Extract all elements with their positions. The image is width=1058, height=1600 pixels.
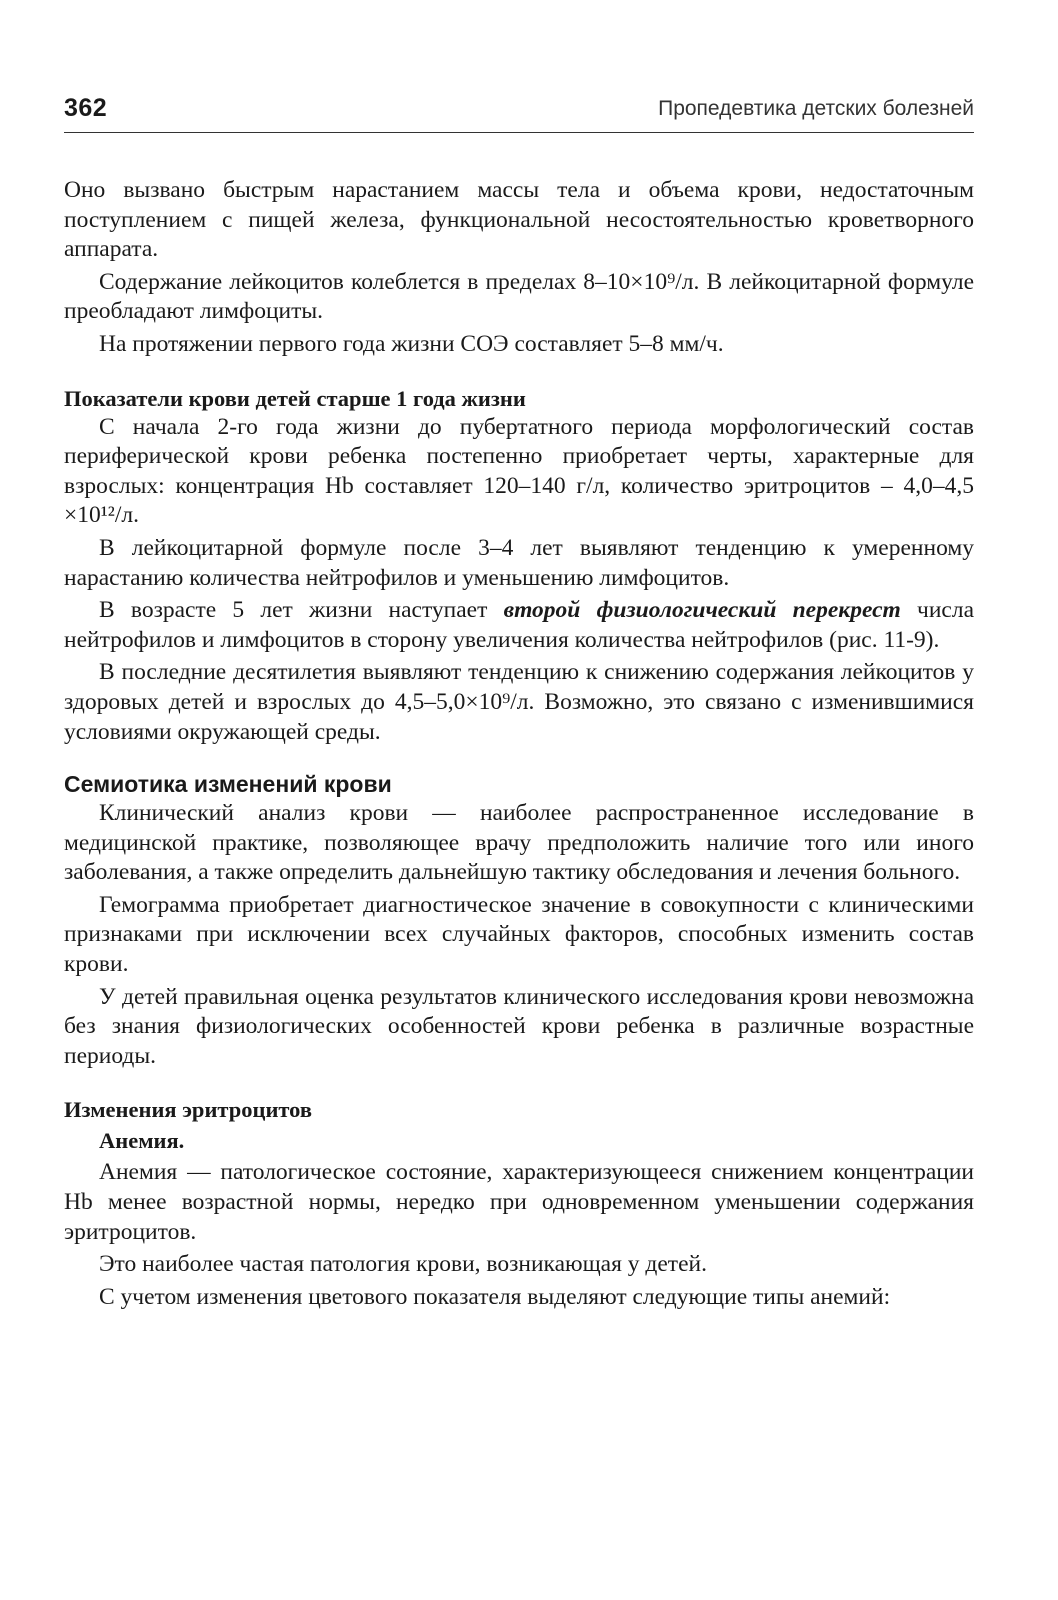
paragraph: С начала 2-го года жизни до пубертатного периода морфологический состав периферической крови ребенка постепенно приобретает черты, характерные для взрослых: концентрация Hb составляет 120–140 г/л, количество эритроцитов – 4,0–4,5 ×10¹²/л. <box>64 413 974 529</box>
paragraph-text: числа нейтрофилов и лимфоцитов в сторону увеличения количества нейтрофилов (рис. 11-9). <box>64 597 975 653</box>
page-number: 362 <box>64 94 108 122</box>
paragraph: Оно вызвано быстрым нарастанием массы тела и объема крови, недостаточным поступлением с пищей железа, функциональной несостоятельностью кроветворного аппарата. <box>64 177 974 263</box>
paragraph: Клинический анализ крови — наиболее распространенное исследование в медицинской практике, позволяющее врачу предположить наличие того или иного заболевания, а также определить дальнейшую тактику обследования и лечения больного. <box>64 800 974 886</box>
emphasized-term: второй физиологический перекрест <box>503 597 901 624</box>
paragraph: Содержание лейкоцитов колеблется в пределах 8–10×10⁹/л. В лейкоцитарной формуле преобладают лимфоциты. <box>64 268 974 325</box>
paragraph: Это наиболее частая патология крови, возникающая у детей. <box>99 1251 707 1278</box>
section-heading: Показатели крови детей старше 1 года жизни <box>64 385 526 411</box>
chapter-heading: Семиотика изменений крови <box>64 771 392 798</box>
paragraph: В лейкоцитарной формуле после 3–4 лет выявляют тенденцию к умеренному нарастанию количества нейтрофилов и уменьшению лимфоцитов. <box>64 534 974 591</box>
paragraph-text: В возрасте 5 лет жизни наступает <box>99 597 504 624</box>
paragraph: Анемия — патологическое состояние, характеризующееся снижением концентрации Hb менее возрастной нормы, нередко при одновременном уменьшении содержания эритроцитов. <box>64 1159 974 1245</box>
paragraph: Гемограмма приобретает диагностическое значение в совокупности с клиническими признаками при исключении всех случайных факторов, способных изменить состав крови. <box>64 891 974 978</box>
paragraph-with-term <box>64 596 974 655</box>
paragraph: С учетом изменения цветового показателя выделяют следующие типы анемий: <box>99 1283 891 1310</box>
paragraph: В последние десятилетия выявляют тенденцию к снижению содержания лейкоцитов у здоровых детей и взрослых до 4,5–5,0×10⁹/л. Возможно, это связано с изменившимися условиями окружающей среды. <box>64 659 974 745</box>
book-title: Пропедевтика детских болезней <box>658 97 974 120</box>
page-body <box>64 176 974 1312</box>
subsection-heading: Анемия. <box>99 1128 185 1154</box>
paragraph: У детей правильная оценка результатов клинического исследования крови невозможна без знания физиологических особенностей крови ребенка в различные возрастные периоды. <box>64 983 974 1069</box>
paragraph: На протяжении первого года жизни СОЭ составляет 5–8 мм/ч. <box>99 330 724 357</box>
running-header <box>64 92 974 133</box>
section-heading: Изменения эритроцитов <box>64 1097 313 1123</box>
